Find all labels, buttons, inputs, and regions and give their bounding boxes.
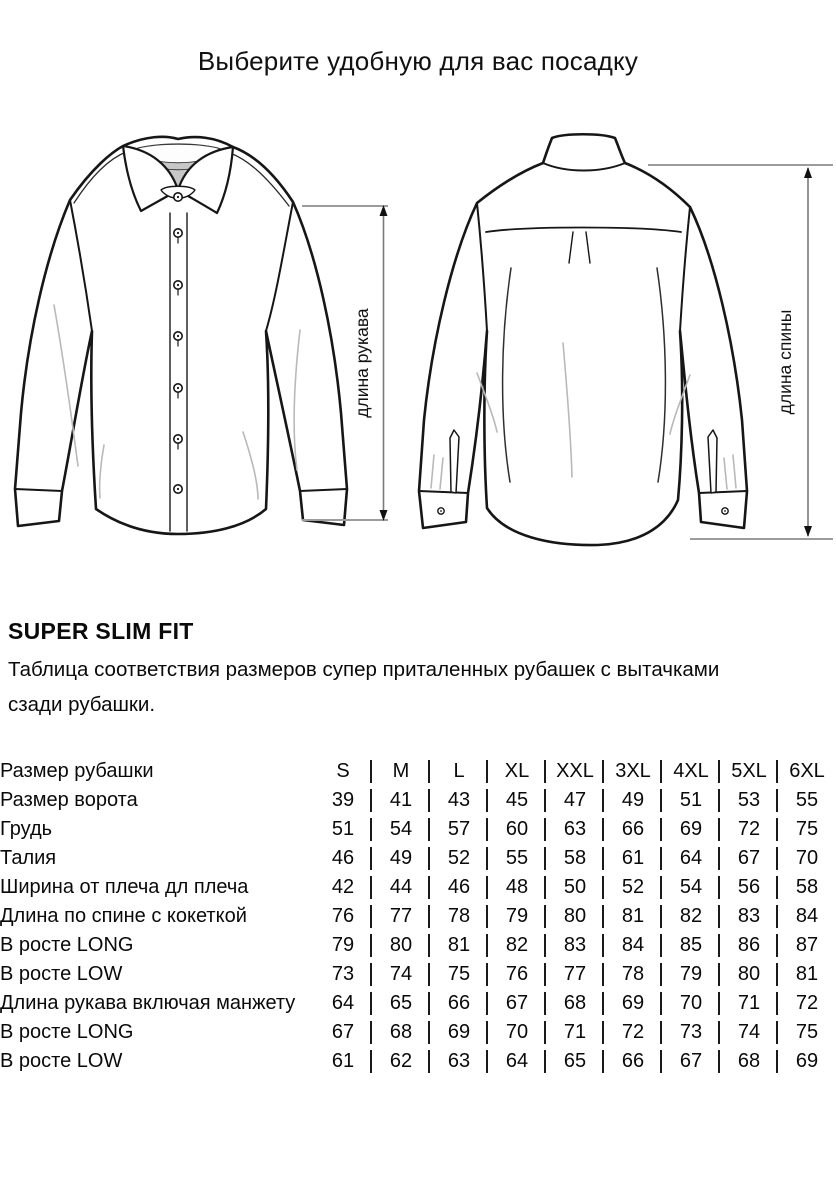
size-value-cell: 67	[314, 1018, 372, 1047]
size-value-cell: 68	[720, 1047, 778, 1076]
table-row	[0, 873, 836, 902]
size-value-cell: 47	[546, 786, 604, 815]
size-value-cell: 62	[372, 1047, 430, 1076]
size-value-cell: 46	[430, 873, 488, 902]
size-value-cell: 80	[372, 931, 430, 960]
size-value-cell: 44	[372, 873, 430, 902]
size-value-cell: 81	[604, 902, 662, 931]
size-value-cell: 46	[314, 844, 372, 873]
size-value-cell: 73	[314, 960, 372, 989]
size-value-cell: 72	[795, 992, 819, 1014]
size-value-cell: 57	[430, 815, 488, 844]
table-row	[0, 902, 836, 931]
size-value-cell: 74	[372, 960, 430, 989]
size-value-cell: 49	[604, 786, 662, 815]
size-value-cell: 48	[488, 873, 546, 902]
page-title: Выберите удобную для вас посадку	[197, 46, 639, 76]
size-value-cell: 51	[314, 815, 372, 844]
row-label: Длина рукава включая манжету	[0, 992, 296, 1014]
size-table-body	[0, 757, 836, 1076]
size-value-cell: 80	[720, 960, 778, 989]
size-value-cell: 55	[795, 789, 819, 811]
size-value-cell: 69	[430, 1018, 488, 1047]
size-header-row	[0, 757, 836, 786]
size-value-cell: 84	[795, 905, 819, 927]
table-row	[0, 1018, 836, 1047]
size-value-cell: 58	[546, 844, 604, 873]
size-value-cell: 63	[546, 815, 604, 844]
size-value-cell: 70	[662, 989, 720, 1018]
table-row	[0, 815, 836, 844]
size-value-cell: 72	[720, 815, 778, 844]
size-value-cell: 58	[795, 876, 819, 898]
size-name-cell: 3XL	[604, 757, 662, 786]
size-value-cell: 80	[546, 902, 604, 931]
size-value-cell: 67	[662, 1047, 720, 1076]
shirt-back-body	[419, 134, 747, 545]
shirt-front-illustration	[15, 137, 347, 534]
size-value-cell: 79	[488, 902, 546, 931]
size-value-cell: 70	[488, 1018, 546, 1047]
row-label: Грудь	[0, 818, 53, 840]
size-value-cell: 84	[604, 931, 662, 960]
size-name-cell: 6XL	[789, 760, 825, 782]
size-value-cell: 67	[488, 989, 546, 1018]
size-value-cell: 42	[314, 873, 372, 902]
sleeve-length-label: длина рукава	[352, 308, 372, 418]
size-value-cell: 65	[546, 1047, 604, 1076]
size-value-cell: 78	[430, 902, 488, 931]
fit-heading: SUPER SLIM FIT	[8, 618, 194, 644]
size-value-cell: 79	[314, 931, 372, 960]
size-value-cell: 76	[314, 902, 372, 931]
size-value-cell: 71	[546, 1018, 604, 1047]
size-value-cell: 70	[795, 847, 819, 869]
size-value-cell: 67	[720, 844, 778, 873]
size-value-cell: 79	[662, 960, 720, 989]
size-value-cell: 81	[795, 963, 819, 985]
size-value-cell: 75	[795, 1021, 819, 1043]
row-label: Длина по спине с кокеткой	[0, 905, 247, 927]
size-value-cell: 73	[662, 1018, 720, 1047]
size-value-cell: 64	[314, 989, 372, 1018]
row-label: Талия	[0, 847, 57, 869]
row-label: Ширина от плеча дл плеча	[0, 876, 249, 898]
size-value-cell: 86	[720, 931, 778, 960]
size-value-cell: 75	[795, 818, 819, 840]
size-value-cell: 51	[662, 786, 720, 815]
size-value-cell: 75	[430, 960, 488, 989]
size-value-cell: 49	[372, 844, 430, 873]
size-value-cell: 53	[720, 786, 778, 815]
size-value-cell: 78	[604, 960, 662, 989]
table-row	[0, 1047, 836, 1076]
size-value-cell: 68	[546, 989, 604, 1018]
size-value-cell: 61	[604, 844, 662, 873]
size-value-cell: 64	[488, 1047, 546, 1076]
size-value-cell: 68	[372, 1018, 430, 1047]
size-value-cell: 83	[546, 931, 604, 960]
row-label: В росте LOW	[0, 1050, 123, 1072]
table-row	[0, 960, 836, 989]
size-value-cell: 85	[662, 931, 720, 960]
table-row	[0, 931, 836, 960]
back-length-label: длина спины	[775, 309, 795, 415]
table-row	[0, 786, 836, 815]
size-value-cell: 77	[372, 902, 430, 931]
size-value-cell: 52	[430, 844, 488, 873]
row-label: Размер ворота	[0, 789, 138, 811]
size-value-cell: 45	[488, 786, 546, 815]
size-value-cell: 69	[662, 815, 720, 844]
size-name-cell: M	[372, 757, 430, 786]
row-label: Размер рубашки	[0, 760, 154, 782]
size-value-cell: 64	[662, 844, 720, 873]
back-arrowhead-top	[804, 167, 812, 178]
size-value-cell: 60	[488, 815, 546, 844]
size-value-cell: 66	[430, 989, 488, 1018]
size-value-cell: 82	[662, 902, 720, 931]
size-value-cell: 82	[488, 931, 546, 960]
table-row	[0, 989, 836, 1018]
row-label: В росте LOW	[0, 963, 123, 985]
row-label: В росте LONG	[0, 934, 134, 956]
size-value-cell: 76	[488, 960, 546, 989]
size-value-cell: 66	[604, 815, 662, 844]
shirt-back-illustration	[419, 134, 747, 545]
size-name-cell: S	[314, 757, 372, 786]
size-value-cell: 65	[372, 989, 430, 1018]
size-value-cell: 81	[430, 931, 488, 960]
size-value-cell: 55	[488, 844, 546, 873]
row-label: В росте LONG	[0, 1021, 134, 1043]
size-value-cell: 50	[546, 873, 604, 902]
size-value-cell: 39	[314, 786, 372, 815]
size-value-cell: 66	[604, 1047, 662, 1076]
size-table	[0, 757, 836, 1076]
size-value-cell: 74	[720, 1018, 778, 1047]
size-value-cell: 63	[430, 1047, 488, 1076]
size-name-cell: XXL	[546, 757, 604, 786]
shirt-measurement-illustration	[0, 95, 836, 565]
size-name-cell: XL	[488, 757, 546, 786]
size-name-cell: L	[430, 757, 488, 786]
size-value-cell: 52	[604, 873, 662, 902]
size-value-cell: 71	[720, 989, 778, 1018]
size-value-cell: 61	[314, 1047, 372, 1076]
size-value-cell: 54	[372, 815, 430, 844]
size-value-cell: 56	[720, 873, 778, 902]
table-row	[0, 844, 836, 873]
size-value-cell: 83	[720, 902, 778, 931]
size-value-cell: 41	[372, 786, 430, 815]
size-value-cell: 69	[604, 989, 662, 1018]
size-value-cell: 43	[430, 786, 488, 815]
size-value-cell: 77	[546, 960, 604, 989]
size-value-cell: 69	[795, 1050, 819, 1072]
size-value-cell: 72	[604, 1018, 662, 1047]
size-value-cell: 87	[795, 934, 819, 956]
size-name-cell: 5XL	[720, 757, 778, 786]
size-name-cell: 4XL	[662, 757, 720, 786]
back-arrowhead-bottom	[804, 526, 812, 537]
size-value-cell: 54	[662, 873, 720, 902]
fit-description: Таблица соответствия размеров супер приталенных рубашек с вытачками сзади рубашки.	[8, 658, 720, 716]
